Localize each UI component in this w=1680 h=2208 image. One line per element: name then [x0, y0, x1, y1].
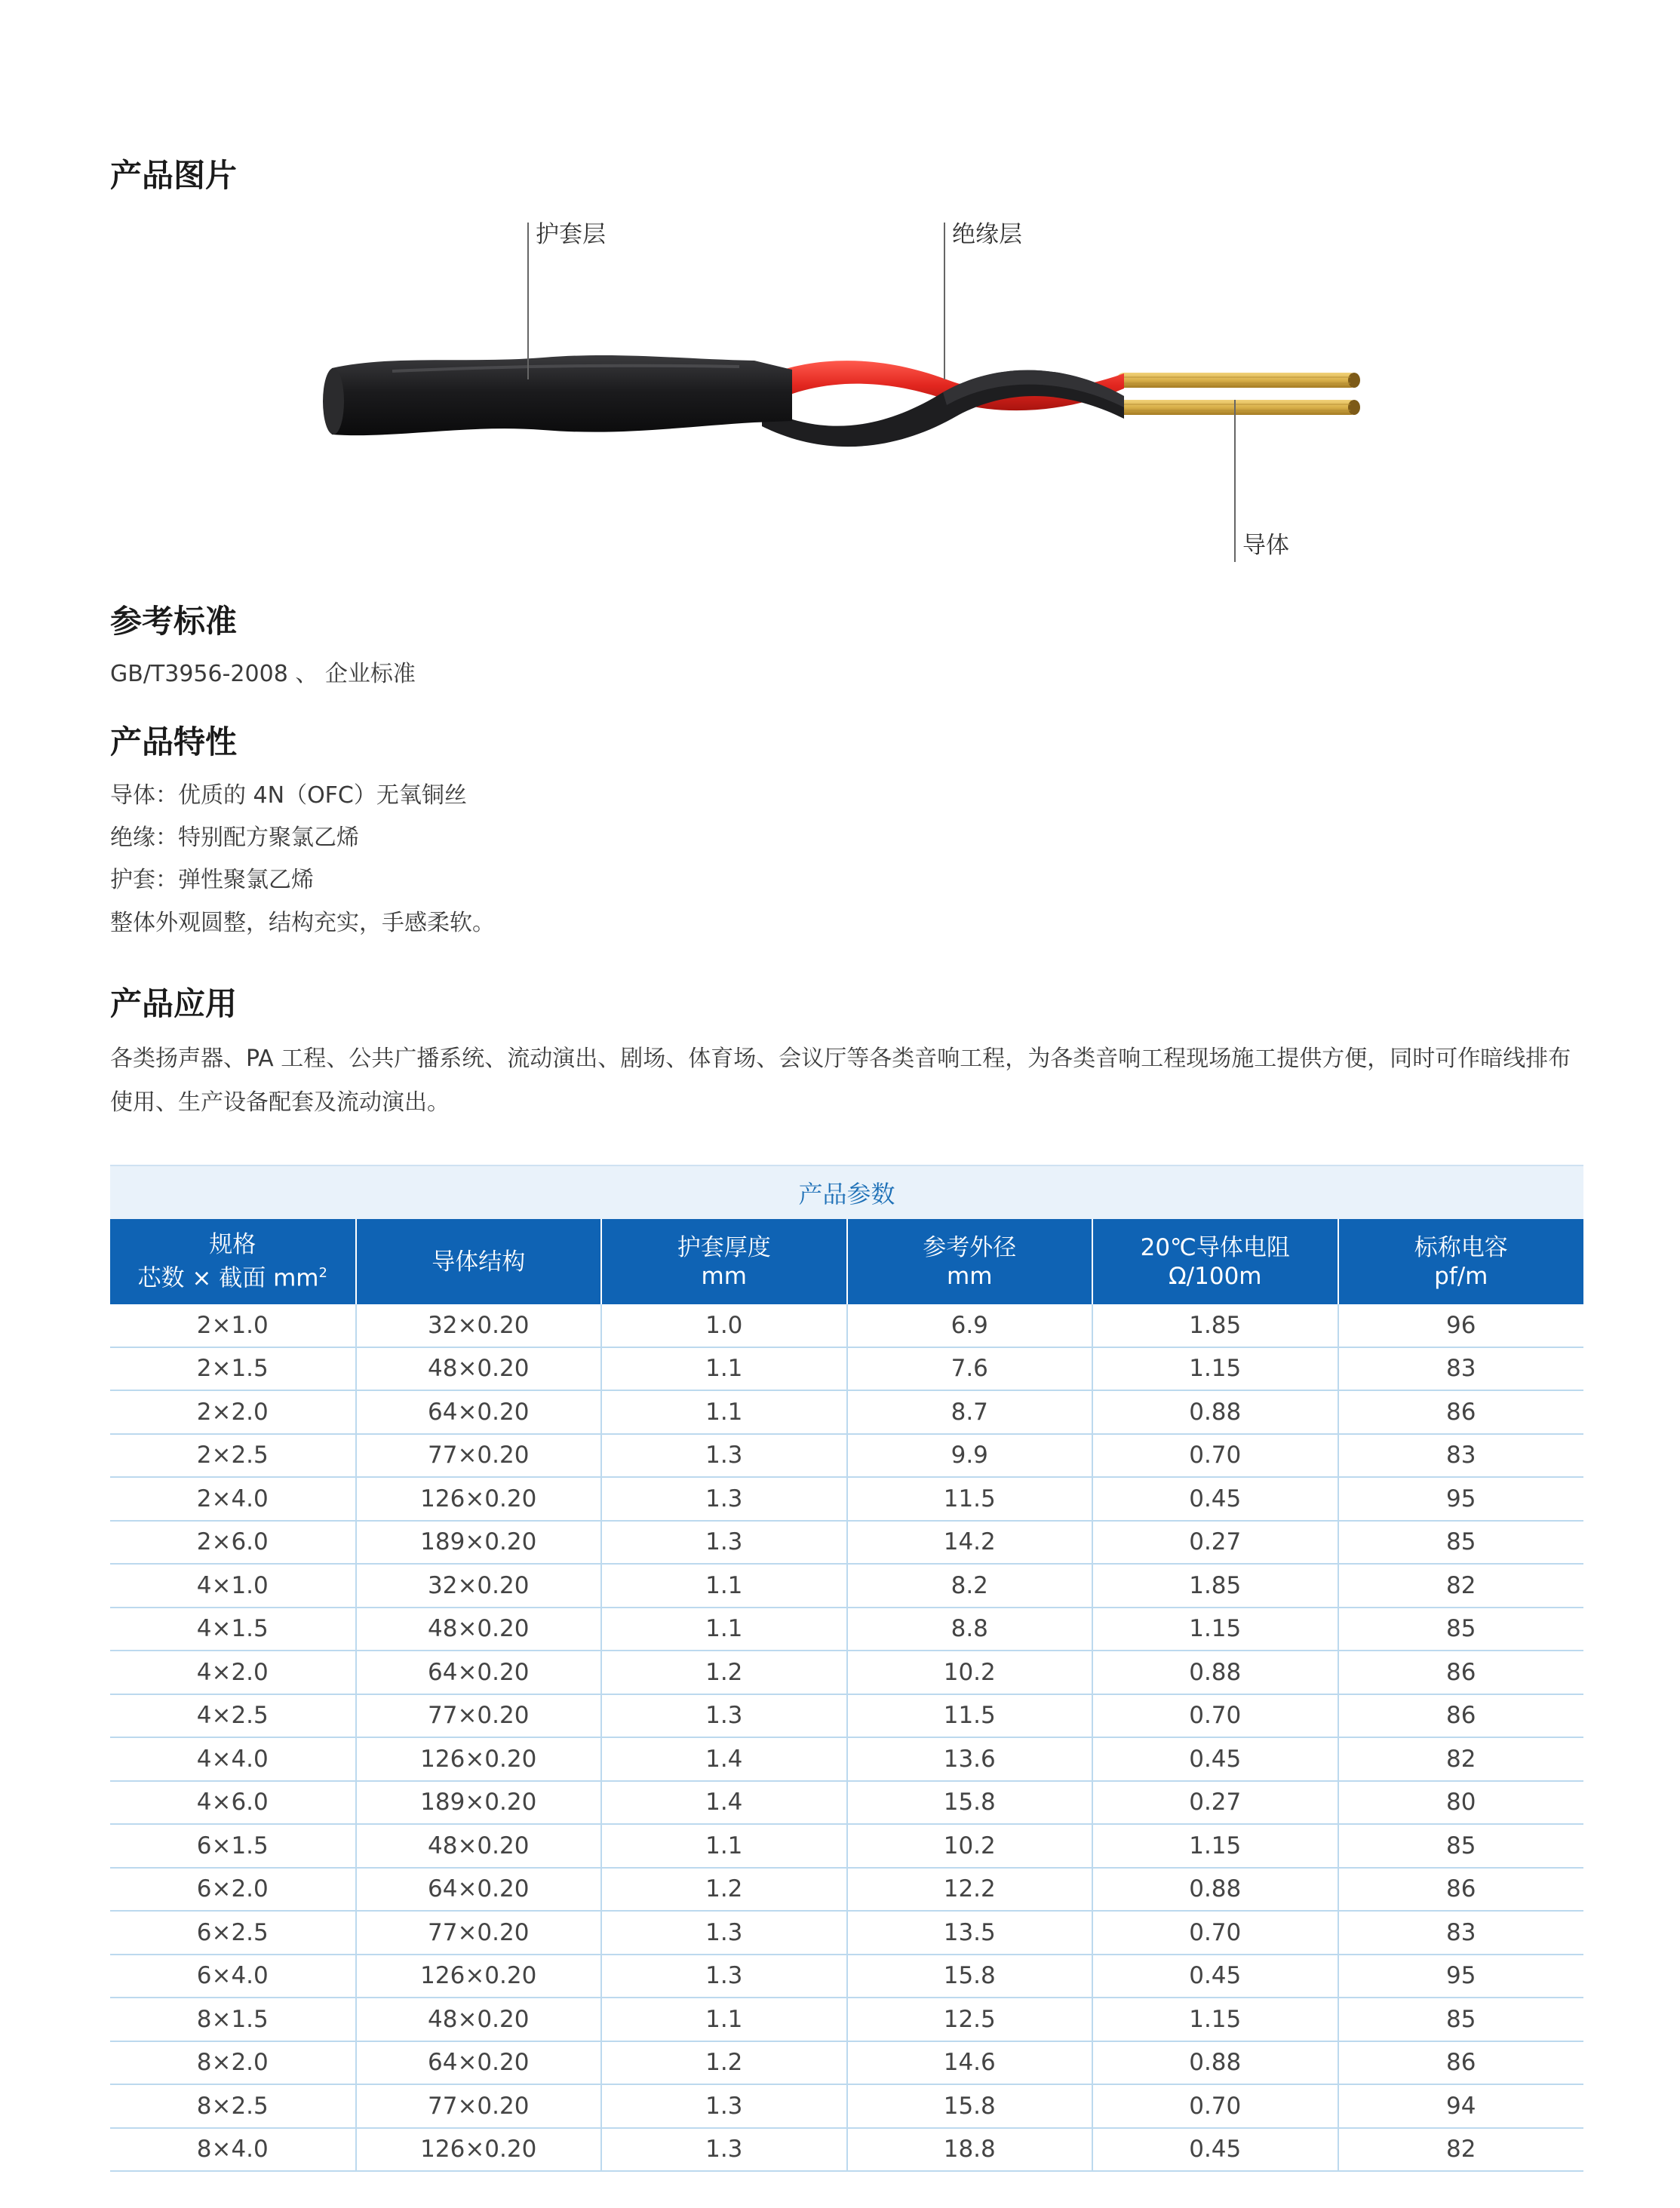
table-row [110, 2084, 1583, 2128]
table-cell: 15.8 [847, 2084, 1093, 2128]
table-cell: 77×0.20 [356, 2084, 602, 2128]
table-cell: 0.27 [1092, 1781, 1338, 1825]
standards-text: GB/T3956-2008 、 企业标准 [110, 661, 416, 687]
table-cell: 95 [1338, 1955, 1584, 1998]
table-cell: 1.3 [601, 2128, 847, 2172]
insulated-cores [762, 361, 1124, 447]
section-title-applications: 产品应用 [110, 985, 238, 1022]
column-header-title: 导体结构 [432, 1248, 526, 1276]
table-cell: 0.45 [1092, 1737, 1338, 1781]
table-cell: 8×4.0 [110, 2128, 356, 2172]
table-cell: 95 [1338, 1477, 1584, 1521]
table-caption: 产品参数 [110, 1165, 1583, 1219]
table-cell: 85 [1338, 1521, 1584, 1565]
table-cell: 32×0.20 [356, 1304, 602, 1347]
table-cell: 64×0.20 [356, 2041, 602, 2085]
table-cell: 83 [1338, 1911, 1584, 1955]
table-cell: 4×2.0 [110, 1651, 356, 1694]
table-cell: 1.2 [601, 1651, 847, 1694]
table-cell: 126×0.20 [356, 2128, 602, 2172]
table-cell: 6.9 [847, 1304, 1093, 1347]
table-cell: 4×1.0 [110, 1564, 356, 1608]
table-cell: 0.88 [1092, 1868, 1338, 1912]
table-cell: 6×2.0 [110, 1868, 356, 1912]
table-cell: 85 [1338, 1824, 1584, 1868]
table-cell: 13.6 [847, 1737, 1093, 1781]
table-cell: 10.2 [847, 1824, 1093, 1868]
table-cell: 1.4 [601, 1737, 847, 1781]
table-cell: 11.5 [847, 1477, 1093, 1521]
table-cell: 82 [1338, 1564, 1584, 1608]
table-cell: 4×6.0 [110, 1781, 356, 1825]
column-header-title: 20℃导体电阻 [1140, 1233, 1290, 1261]
table-cell: 126×0.20 [356, 1737, 602, 1781]
table-cell: 2×1.5 [110, 1347, 356, 1391]
table-cell: 1.3 [601, 1911, 847, 1955]
column-header-unit: mm [701, 1262, 747, 1290]
cable-illustration [0, 0, 1680, 588]
table-cell: 94 [1338, 2084, 1584, 2128]
table-cell: 1.3 [601, 1434, 847, 1478]
table-cell: 1.15 [1092, 1347, 1338, 1391]
table-row [110, 1694, 1583, 1738]
table-cell: 0.70 [1092, 1434, 1338, 1478]
section-title-standards: 参考标准 [110, 603, 238, 640]
product-parameters-table [110, 1165, 1583, 2172]
table-cell: 85 [1338, 1608, 1584, 1651]
table-cell: 18.8 [847, 2128, 1093, 2172]
table-cell: 77×0.20 [356, 1434, 602, 1478]
table-cell: 8×2.0 [110, 2041, 356, 2085]
table-row [110, 1911, 1583, 1955]
section-title-product-image: 产品图片 [110, 157, 238, 194]
section-title-features: 产品特性 [110, 723, 238, 760]
table-cell: 32×0.20 [356, 1564, 602, 1608]
column-header [356, 1219, 602, 1304]
table-header-row [110, 1219, 1583, 1304]
table-cell: 1.1 [601, 1824, 847, 1868]
table-row [110, 1868, 1583, 1912]
column-header-unit: 芯数 × 截面 $mm^2$ [137, 1264, 327, 1292]
table-cell: 48×0.20 [356, 1824, 602, 1868]
table-cell: 12.5 [847, 1998, 1093, 2041]
table-cell: 1.3 [601, 1521, 847, 1565]
table-cell: 64×0.20 [356, 1868, 602, 1912]
table-cell: 1.85 [1092, 1304, 1338, 1347]
table-row [110, 1434, 1583, 1478]
table-cell: 1.15 [1092, 1998, 1338, 2041]
column-header-title: 规格 [209, 1231, 256, 1259]
table-row [110, 1955, 1583, 1998]
table-cell: 2×1.0 [110, 1304, 356, 1347]
table-cell: 189×0.20 [356, 1521, 602, 1565]
table-cell: 15.8 [847, 1781, 1093, 1825]
column-header-unit: pf/m [1434, 1262, 1488, 1290]
table-cell: 6×2.5 [110, 1911, 356, 1955]
table-row [110, 1477, 1583, 1521]
column-header-unit: mm [947, 1262, 993, 1290]
table-cell: 48×0.20 [356, 1998, 602, 2041]
table-cell: 0.70 [1092, 1911, 1338, 1955]
table-cell: 0.45 [1092, 1955, 1338, 1998]
table-row [110, 1737, 1583, 1781]
table-cell: 13.5 [847, 1911, 1093, 1955]
table-cell: 0.70 [1092, 2084, 1338, 2128]
table-cell: 8×2.5 [110, 2084, 356, 2128]
applications-text: 各类扬声器、PA 工程、公共广播系统、流动演出、剧场、体育场、会议厅等各类音响工程，为各类音响工程现场施工提供方便，同时可作暗线排布使用、生产设备配套及流动演出。 [110, 1046, 1571, 1116]
table-cell: 189×0.20 [356, 1781, 602, 1825]
table-row [110, 1390, 1583, 1434]
column-header [1092, 1219, 1338, 1304]
table-row [110, 2128, 1583, 2172]
table-cell: 77×0.20 [356, 1911, 602, 1955]
feature-line: 导体：优质的 4N（OFC）无氧铜丝 [110, 782, 467, 809]
column-header-title: 标称电容 [1414, 1233, 1508, 1261]
table-cell: 1.1 [601, 1608, 847, 1651]
table-cell: 64×0.20 [356, 1390, 602, 1434]
table-cell: 48×0.20 [356, 1347, 602, 1391]
table-cell: 0.88 [1092, 1390, 1338, 1434]
table-row [110, 1304, 1583, 1347]
table-row [110, 1651, 1583, 1694]
table-cell: 1.85 [1092, 1564, 1338, 1608]
table-cell: 6×4.0 [110, 1955, 356, 1998]
table-cell: 8.8 [847, 1608, 1093, 1651]
table-cell: 1.1 [601, 1390, 847, 1434]
table-cell: 0.70 [1092, 1694, 1338, 1738]
table-cell: 86 [1338, 2041, 1584, 2085]
table-cell: 0.45 [1092, 1477, 1338, 1521]
table-cell: 0.88 [1092, 2041, 1338, 2085]
table-cell: 1.1 [601, 1564, 847, 1608]
table-cell: 1.3 [601, 1955, 847, 1998]
table-cell: 82 [1338, 1737, 1584, 1781]
table-row [110, 1824, 1583, 1868]
table-cell: 6×1.5 [110, 1824, 356, 1868]
table-cell: 1.3 [601, 2084, 847, 2128]
feature-line: 绝缘：特别配方聚氯乙烯 [110, 825, 359, 851]
table-cell: 4×4.0 [110, 1737, 356, 1781]
table-cell: 1.4 [601, 1781, 847, 1825]
table-row [110, 1998, 1583, 2041]
table-cell: 48×0.20 [356, 1608, 602, 1651]
table-cell: 80 [1338, 1781, 1584, 1825]
table-cell: 2×2.5 [110, 1434, 356, 1478]
table-cell: 2×4.0 [110, 1477, 356, 1521]
table-cell: 83 [1338, 1434, 1584, 1478]
table-cell: 0.45 [1092, 2128, 1338, 2172]
table-cell: 0.27 [1092, 1521, 1338, 1565]
table-cell: 8.7 [847, 1390, 1093, 1434]
column-header [1338, 1219, 1584, 1304]
cable-jacket [323, 355, 792, 435]
table-cell: 4×2.5 [110, 1694, 356, 1738]
table-row [110, 1781, 1583, 1825]
callout-sheath: 护套层 [536, 221, 606, 248]
column-header-title: 参考外径 [923, 1233, 1017, 1261]
table-cell: 1.3 [601, 1694, 847, 1738]
table-cell: 14.6 [847, 2041, 1093, 2085]
table-cell: 86 [1338, 1868, 1584, 1912]
table-cell: 14.2 [847, 1521, 1093, 1565]
table-cell: 7.6 [847, 1347, 1093, 1391]
table-row [110, 1608, 1583, 1651]
table-cell: 4×1.5 [110, 1608, 356, 1651]
table-cell: 8.2 [847, 1564, 1093, 1608]
table-cell: 126×0.20 [356, 1955, 602, 1998]
table-cell: 15.8 [847, 1955, 1093, 1998]
table-cell: 86 [1338, 1694, 1584, 1738]
table-row [110, 1564, 1583, 1608]
table-cell: 1.2 [601, 2041, 847, 2085]
table-cell: 2×2.0 [110, 1390, 356, 1434]
callout-insulation: 绝缘层 [952, 221, 1022, 248]
table-cell: 10.2 [847, 1651, 1093, 1694]
table-cell: 1.15 [1092, 1824, 1338, 1868]
column-header [110, 1219, 356, 1304]
column-header-unit: Ω/100m [1168, 1262, 1262, 1290]
table-cell: 1.2 [601, 1868, 847, 1912]
table-row [110, 1521, 1583, 1565]
copper-conductors [1116, 373, 1360, 415]
table-cell: 86 [1338, 1390, 1584, 1434]
table-cell: 1.0 [601, 1304, 847, 1347]
table-cell: 64×0.20 [356, 1651, 602, 1694]
table-cell: 1.1 [601, 1347, 847, 1391]
feature-line: 整体外观圆整，结构充实，手感柔软。 [110, 910, 495, 936]
column-header [601, 1219, 847, 1304]
table-cell: 126×0.20 [356, 1477, 602, 1521]
column-header [847, 1219, 1093, 1304]
feature-line: 护套：弹性聚氯乙烯 [110, 867, 314, 893]
table-cell: 83 [1338, 1347, 1584, 1391]
table-cell: 96 [1338, 1304, 1584, 1347]
table-cell: 1.3 [601, 1477, 847, 1521]
table-cell: 1.1 [601, 1998, 847, 2041]
table-row [110, 2041, 1583, 2085]
table-cell: 86 [1338, 1651, 1584, 1694]
table-caption-row [110, 1165, 1583, 1219]
table-cell: 2×6.0 [110, 1521, 356, 1565]
callout-conductor: 导体 [1242, 532, 1289, 559]
column-header-title: 护套厚度 [677, 1233, 771, 1261]
table-cell: 9.9 [847, 1434, 1093, 1478]
table-cell: 1.15 [1092, 1608, 1338, 1651]
table-cell: 11.5 [847, 1694, 1093, 1738]
table-cell: 12.2 [847, 1868, 1093, 1912]
table-cell: 0.88 [1092, 1651, 1338, 1694]
table-row [110, 1347, 1583, 1391]
table-cell: 77×0.20 [356, 1694, 602, 1738]
table-cell: 8×1.5 [110, 1998, 356, 2041]
table-cell: 82 [1338, 2128, 1584, 2172]
table-cell: 85 [1338, 1998, 1584, 2041]
